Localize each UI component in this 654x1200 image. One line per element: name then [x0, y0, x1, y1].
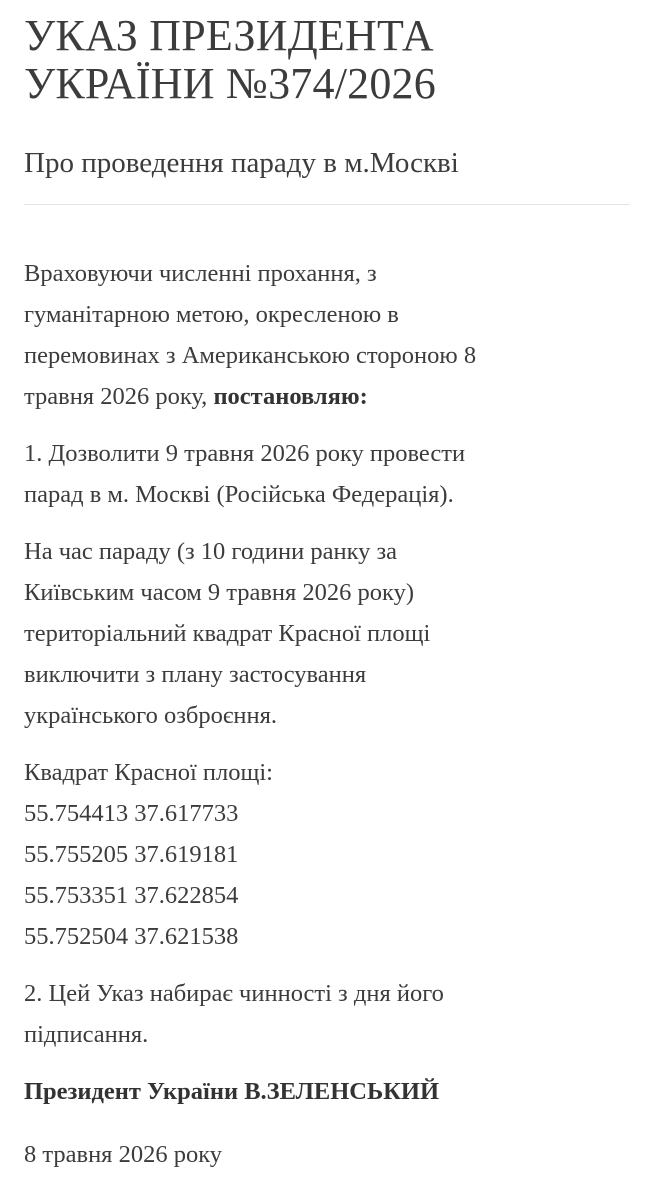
- preamble-line: гуманітарною метою, окресленою в: [24, 301, 399, 328]
- item-2-paragraph: [24, 973, 634, 1055]
- preamble-last-line: [24, 376, 634, 417]
- exclusion-line: територіальний квадрат Красної площі: [24, 620, 431, 647]
- decree-document: [24, 0, 634, 1175]
- square-label: Квадрат Красної площі:: [24, 759, 273, 786]
- decree-subtitle: Про проведення параду в м.Москві: [24, 147, 459, 179]
- exclusion-line: На час параду (з 10 години ранку за: [24, 538, 398, 565]
- item-1-paragraph: [24, 433, 634, 515]
- exclusion-line: Київським часом 9 травня 2026 року): [24, 579, 415, 606]
- coordinate-pair: 55.755205 37.619181: [24, 841, 239, 868]
- item-2-line: підписання.: [24, 1021, 149, 1048]
- coordinate-pair: 55.753351 37.622854: [24, 882, 239, 909]
- preamble-line: Враховуючи численні прохання, з: [24, 260, 377, 287]
- decree-date: 8 травня 2026 року: [24, 1141, 223, 1168]
- president-signature: Президент України В.ЗЕЛЕНСЬКИЙ: [24, 1078, 440, 1105]
- exclusion-line: виключити з плану застосування: [24, 661, 367, 688]
- decree-title-line-1: УКАЗ ПРЕЗИДЕНТА: [24, 11, 434, 60]
- title-divider: [24, 204, 630, 205]
- resolve-word: постановляю:: [213, 383, 368, 410]
- preamble-paragraph: [24, 253, 634, 417]
- preamble-line-text: травня 2026 року,: [24, 383, 214, 410]
- decree-title-line-2: УКРАЇНИ №374/2026: [24, 59, 436, 108]
- item-1-line: парад в м. Москві (Російська Федерація).: [24, 481, 454, 508]
- preamble-line: перемовинах з Американською стороною 8: [24, 342, 477, 369]
- coordinate-pair: 55.752504 37.621538: [24, 923, 239, 950]
- square-coordinates-paragraph: [24, 752, 634, 957]
- coordinate-pair: 55.754413 37.617733: [24, 800, 239, 827]
- decree-title: [24, 12, 634, 108]
- exclusion-line: українського озброєння.: [24, 702, 277, 729]
- item-1-line: 1. Дозволити 9 травня 2026 року провести: [24, 440, 466, 467]
- item-2-line: 2. Цей Указ набирає чинності з дня його: [24, 980, 444, 1007]
- exclusion-paragraph: [24, 531, 634, 736]
